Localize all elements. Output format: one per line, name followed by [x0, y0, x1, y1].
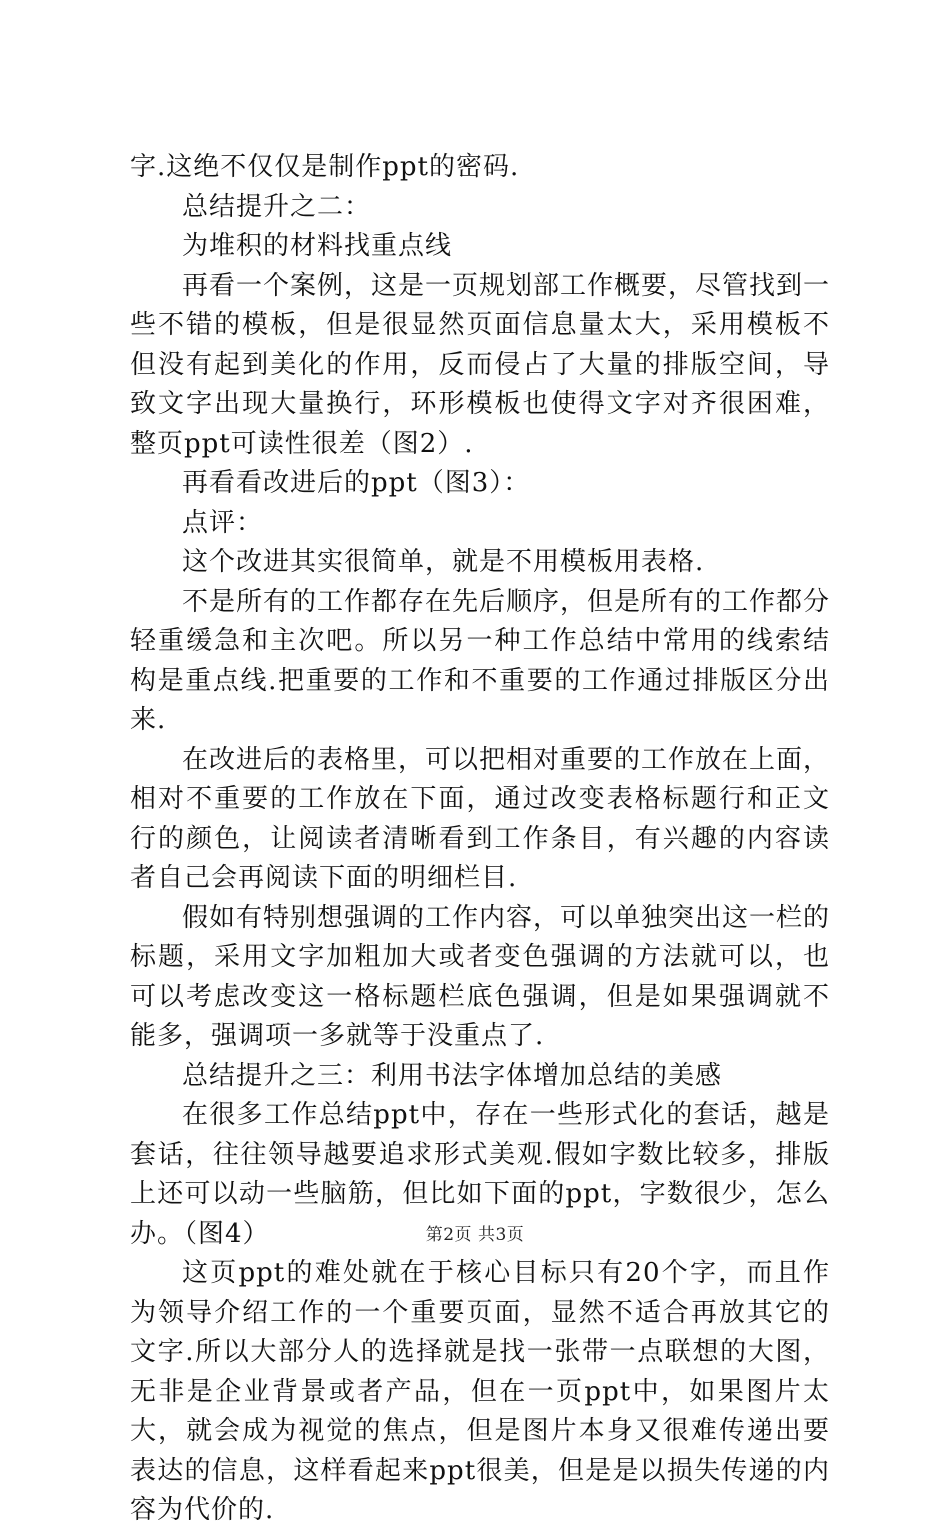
- paragraph: 在很多工作总结ppt中，存在一些形式化的套话，越是套话，往往领导越要追求形式美观.假如字数比较多，排版上还可以动一些脑筋，但比如下面的ppt，字数很少，怎么办。（图4）: [130, 1100, 830, 1249]
- paragraph: 再看一个案例，这是一页规划部工作概要，尽管找到一些不错的模板，但是很显然页面信息量太大，采用模板不但没有起到美化的作用，反而侵占了大量的排版空间，导致文字出现大量换行，环形模板也使得文字对齐很困难，整页ppt可读性很差（图2）.: [130, 270, 831, 459]
- section-heading: 总结提升之三：利用书法字体增加总结的美感: [182, 1060, 723, 1091]
- paragraph: 点评：: [182, 507, 264, 538]
- paragraph: 这页ppt的难处就在于核心目标只有20个字，而且作为领导介绍工作的一个重要页面，显然不适合再放其它的文字.所以大部分人的选择就是找一张带一点联想的大图，无非是企业背景或者产品，但在一页ppt中，如果图片太大，就会成为视觉的焦点，但是图片本身又很难传递出要表达的信息，这样看起来ppt很美，但是是以损失传递的内容为代价的.: [130, 1258, 830, 1525]
- section-heading: 总结提升之二：: [182, 191, 372, 222]
- paragraph: 假如有特别想强调的工作内容，可以单独突出这一栏的标题，采用文字加粗加大或者变色强调的方法就可以，也可以考虑改变这一格标题栏底色强调，但是如果强调就不能多，强调项一多就等于没重点了.: [130, 902, 831, 1051]
- paragraph: 再看看改进后的ppt（图3）：: [182, 468, 531, 498]
- page-number-footer: 第2页 共3页: [425, 1225, 525, 1245]
- section-subheading: 为堆积的材料找重点线: [182, 231, 453, 261]
- paragraph: 这个改进其实很简单，就是不用模板用表格.: [182, 547, 705, 577]
- paragraph: 字.这绝不仅仅是制作ppt的密码.: [130, 152, 520, 182]
- paragraph: 在改进后的表格里，可以把相对重要的工作放在上面，相对不重要的工作放在下面，通过改变表格标题行和正文行的颜色，让阅读者清晰看到工作条目，有兴趣的内容读者自己会再阅读下面的明细栏目.: [130, 744, 831, 893]
- document-body: [130, 148, 830, 1531]
- paragraph: 不是所有的工作都存在先后顺序，但是所有的工作都分轻重缓急和主次吧。所以另一种工作总结中常用的线索结构是重点线.把重要的工作和不重要的工作通过排版区分出来.: [130, 586, 831, 735]
